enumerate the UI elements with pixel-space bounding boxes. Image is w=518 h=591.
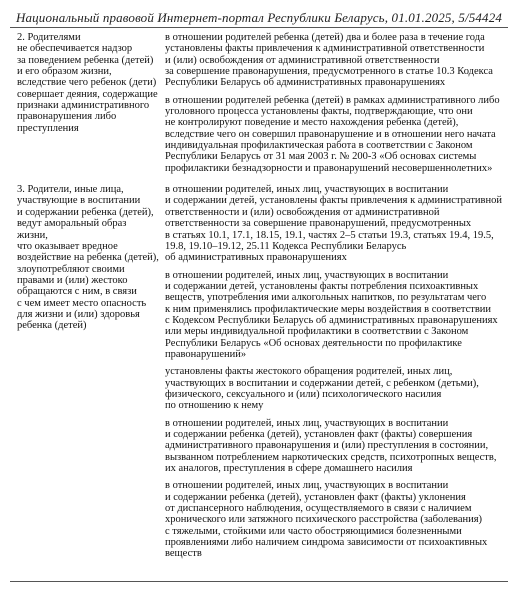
ground-paragraph: в отношении родителей, иных лиц, участвующих в воспитании и содержании детей, установлены факты привлечения к административной ответственности и (или) освобождения от административной ответственности за совершение правонарушений, предусмотренных в статьях 10.1, 17.1, 18.15, 19.1, частях 2–5 статьи 19.3, статьях 19.4, 19.5, 19.8, 19.10–19.12, 25.11 Кодекса Республики Беларусь об административных правонарушениях [165, 184, 502, 264]
table-row [10, 184, 508, 560]
header-divider [10, 27, 508, 28]
ground-paragraph: установлены факты жестокого обращения родителей, иных лиц, участвующих в воспитании и содержании детей, с ребенком (детьми), физического, сексуального и (или) психологического насилия по отношению к нему [165, 366, 479, 412]
table-row [10, 32, 508, 174]
ground-paragraph: в отношении родителей ребенка (детей) два и более раза в течение года установлены факты привлечения к административной ответственности и (или) освобождения от административной ответственности за совершение правонарушения, предусмотренного в статье 10.3 Кодекса Республики Беларусь об административных правонарушениях [165, 32, 493, 89]
grounds-cell [165, 184, 508, 560]
document-header: Национальный правовой Интернет-портал Республики Беларусь, 01.01.2025, 5/54424 [15, 10, 503, 25]
ground-paragraph: в отношении родителей, иных лиц, участвующих в воспитании и содержании ребенка (детей), установлен факт (факты) уклонения от диспансерного наблюдения, осуществляемого в связи с наличием хронического или затяжного психического расстройства (заболевания) с тяжелыми, стойкими или часто обостряющимися болезненными проявлениями либо наличием синдрома зависимости от психоактивных веществ [165, 480, 488, 560]
condition-cell: 3. Родители, иные лица, участвующие в воспитании и содержании ребенка (детей), ведут аморальный образ жизни, что оказывает вредное воздействие на ребенка (детей), злоупотребляют своими правами и (или) жестоко обращаются с ним, в связи с чем имеет место опасность для жизни и (или) здоровья ребенка (детей) [17, 184, 159, 332]
ground-paragraph: в отношении родителей, иных лиц, участвующих в воспитании и содержании ребенка (детей), установлен факт (факты) совершения административного правонарушения и (или) преступления в состоянии, вызванном потреблением наркотических средств, психотропных веществ, их аналогов, преступления в сфере домашнего насилия [165, 417, 497, 475]
footer-divider [10, 581, 508, 582]
ground-paragraph: в отношении родителей ребенка (детей) в рамках административного либо уголовного процесса установлены факты, подтверждающие, что они не контролируют поведение и место нахождения ребенка (детей), вследствие чего он совершил правонарушение и в отношении него начата индивидуальная профилактическая работа в соответствии с Законом Республики Беларусь от 31 мая 2003 г. № 200-З «Об основах системы профилактики безнадзорности и правонарушений несовершеннолетних» [165, 94, 500, 174]
document-table [10, 32, 508, 560]
grounds-cell [165, 32, 508, 174]
condition-cell: 2. Родителями не обеспечивается надзор за поведением ребенка (детей) и его образом жизни, вследствие чего ребенок (дети) совершает деяния, содержащие признаки административного правонарушения либо преступления [17, 32, 158, 134]
ground-paragraph: в отношении родителей, иных лиц, участвующих в воспитании и содержании детей, установлены факты потребления психоактивных веществ, употребления ими алкогольных напитков, по результатам чего к ним применялись профилактические меры воздействия в соответствии с Кодексом Республики Беларусь об административных правонарушениях или меры индивидуальной профилактики в соответствии с Законом Республики Беларусь «Об основах деятельности по профилактике правонарушений» [165, 269, 498, 360]
